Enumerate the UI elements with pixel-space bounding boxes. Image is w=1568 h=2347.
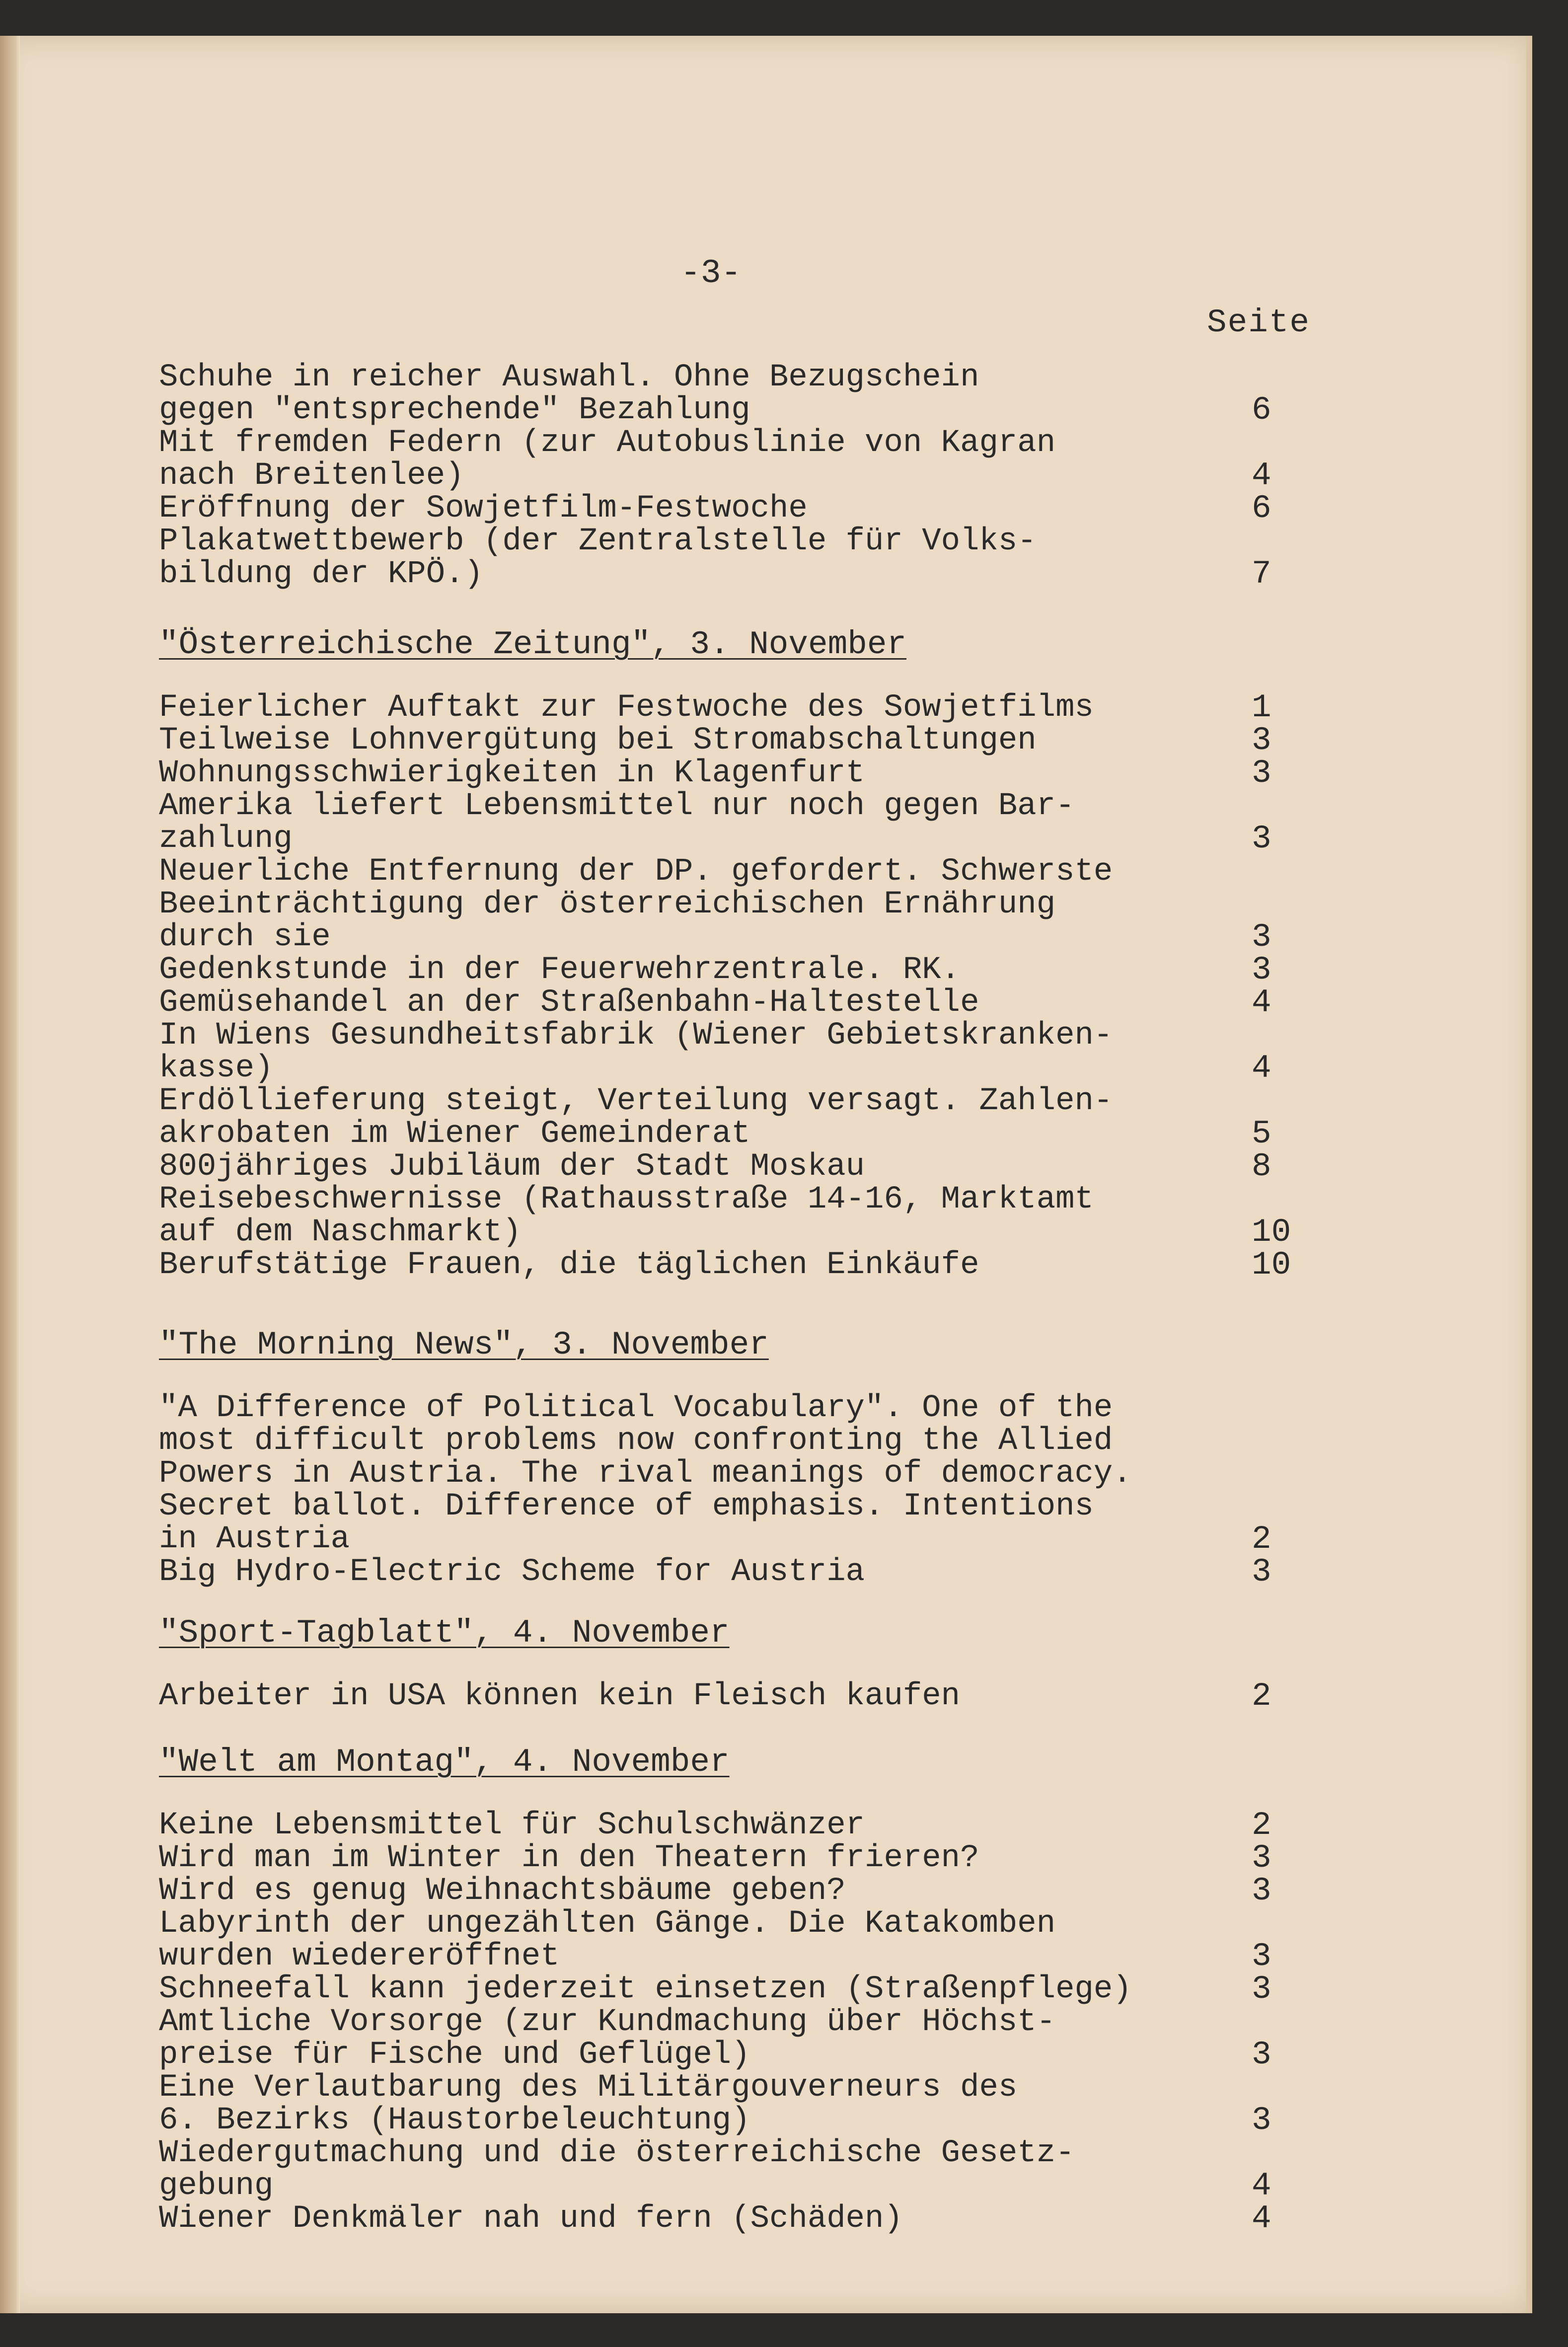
list-entry — [159, 1809, 1361, 1842]
entry-page-number: 6 — [1252, 490, 1271, 527]
entry-line: Beeinträchtigung der österreichischen Ernährung — [159, 887, 1056, 922]
list-entry — [159, 790, 1361, 855]
list-entry — [159, 2071, 1361, 2137]
entry-line: Wiedergutmachung und die österreichische Gesetz- — [159, 2135, 1075, 2171]
page-number: -3- — [680, 254, 742, 293]
list-entry — [159, 492, 1361, 525]
entry-page-number: 4 — [1252, 2167, 1271, 2204]
entry-line: Arbeiter in USA können kein Fleisch kaufen — [159, 1678, 961, 1714]
entry-line: preise für Fische und Geflügel) — [159, 2037, 750, 2073]
entry-line: akrobaten im Wiener Gemeinderat — [159, 1116, 750, 1152]
list-entry — [159, 1872, 1361, 1909]
section-welt-am-montag — [159, 1744, 1361, 2235]
list-entry — [159, 757, 1361, 790]
entry-line: Amerika liefert Lebensmittel nur noch gegen Bar- — [159, 788, 1075, 824]
entry-line: Gemüsehandel an der Straßenbahn-Haltestelle — [159, 985, 979, 1021]
entry-line: Eine Verlautbarung des Militärgouverneurs des — [159, 2070, 1018, 2106]
entry-page-number: 4 — [1252, 2200, 1271, 2237]
list-entry — [159, 1183, 1361, 1249]
list-entry — [159, 2137, 1361, 2202]
entry-page-number: 6 — [1252, 391, 1271, 429]
list-entry — [159, 1150, 1361, 1183]
list-entry — [159, 1839, 1361, 1877]
entry-page-number: 1 — [1252, 689, 1271, 726]
entry-line: Keine Lebensmittel für Schulschwänzer — [159, 1808, 865, 1843]
list-entry — [159, 951, 1361, 988]
entry-line: 800jähriges Jubiläum der Stadt Moskau — [159, 1149, 865, 1185]
entry-line: gegen "entsprechende" Bezahlung — [159, 392, 750, 428]
section-header: "The Morning News", 3. November — [159, 1326, 769, 1363]
entry-line: Plakatwettbewerb (der Zentralstelle für Volks- — [159, 524, 1037, 559]
entry-page-number: 4 — [1252, 457, 1271, 494]
section-morning-news — [159, 1327, 1361, 1589]
list-entry — [159, 2202, 1361, 2235]
list-entry — [159, 361, 1361, 427]
entry-page-number: 4 — [1252, 1050, 1271, 1087]
entry-line: Big Hydro-Electric Scheme for Austria — [159, 1554, 865, 1590]
entry-page-number: 3 — [1252, 820, 1271, 857]
list-entry — [159, 1907, 1361, 1973]
entry-page-number: 3 — [1252, 2036, 1271, 2073]
entry-page-number: 3 — [1252, 755, 1271, 792]
entry-page-number: 2 — [1252, 1807, 1271, 1844]
section-sport-tagblatt — [159, 1615, 1361, 1713]
entry-page-number: 10 — [1252, 1213, 1291, 1251]
list-entry — [159, 1970, 1361, 2008]
entry-line: auf dem Naschmarkt) — [159, 1214, 522, 1250]
entry-page-number: 7 — [1252, 555, 1271, 593]
entry-page-number: 3 — [1252, 1839, 1271, 1877]
entry-line: wurden wiedereröffnet — [159, 1939, 560, 1974]
list-entry — [159, 855, 1361, 954]
entry-page-number: 3 — [1252, 1553, 1271, 1590]
entry-line: Wird es genug Weihnachtsbäume geben? — [159, 1873, 846, 1909]
list-entry — [159, 1019, 1361, 1085]
entry-line: nach Breitenlee) — [159, 458, 464, 494]
entry-line: Eröffnung der Sowjetfilm-Festwoche — [159, 491, 808, 527]
entry-line: In Wiens Gesundheitsfabrik (Wiener Gebietskranken- — [159, 1018, 1113, 1054]
page-edge — [1526, 36, 1532, 2313]
entry-line: Neuerliche Entfernung der DP. gefordert. Schwerste — [159, 854, 1113, 890]
document-page — [0, 36, 1532, 2313]
section-header: "Sport-Tagblatt", 4. November — [159, 1614, 730, 1652]
entry-line: Wiener Denkmäler nah und fern (Schäden) — [159, 2201, 903, 2237]
section-header: "Österreichische Zeitung", 3. November — [159, 626, 907, 663]
list-entry — [159, 1085, 1361, 1150]
list-entry — [159, 1246, 1361, 1284]
entry-page-number: 4 — [1252, 984, 1271, 1021]
list-entry — [159, 691, 1361, 724]
entry-page-number: 5 — [1252, 1115, 1271, 1152]
entry-page-number: 2 — [1252, 1520, 1271, 1558]
entry-page-number: 3 — [1252, 1938, 1271, 1975]
entry-line: Teilweise Lohnvergütung bei Stromabschaltungen — [159, 723, 1037, 758]
list-entry — [159, 1553, 1361, 1590]
section-header: "Welt am Montag", 4. November — [159, 1743, 730, 1781]
entry-line: "A Difference of Political Vocabulary". One of the — [159, 1390, 1113, 1426]
entry-line: bildung der KPÖ.) — [159, 556, 483, 592]
entry-page-number: 3 — [1252, 1970, 1271, 2008]
entry-line: durch sie — [159, 919, 331, 955]
entry-line: in Austria — [159, 1521, 350, 1557]
entry-line: Reisebeschwernisse (Rathausstraße 14-16, Marktamt — [159, 1182, 1094, 1217]
list-entry — [159, 1392, 1361, 1556]
entry-line: Berufstätige Frauen, die täglichen Einkäufe — [159, 1247, 979, 1283]
entry-line: zahlung — [159, 821, 293, 857]
page-column-label: Seite — [1207, 304, 1311, 341]
list-entry — [159, 525, 1361, 591]
entry-line: Gedenkstunde in der Feuerwehrzentrale. RK. — [159, 952, 961, 988]
entry-line: kasse) — [159, 1051, 274, 1086]
entry-line: Schneefall kann jederzeit einsetzen (Straßenpflege) — [159, 1971, 1132, 2007]
entry-line: Secret ballot. Difference of emphasis. Intentions — [159, 1489, 1094, 1524]
section-oesterreichische-zeitung — [159, 627, 1361, 1282]
entry-line: Erdöllieferung steigt, Verteilung versagt. Zahlen- — [159, 1083, 1113, 1119]
entry-page-number: 8 — [1252, 1148, 1271, 1185]
binding-edge — [0, 36, 20, 2313]
list-entry — [159, 427, 1361, 492]
list-entry — [159, 986, 1361, 1019]
entry-line: Amtliche Vorsorge (zur Kundmachung über Höchst- — [159, 2004, 1056, 2040]
entry-line: Labyrinth der ungezählten Gänge. Die Katakomben — [159, 1906, 1056, 1942]
section-continuation — [159, 361, 1361, 591]
entry-page-number: 3 — [1252, 918, 1271, 956]
entry-page-number: 10 — [1252, 1246, 1291, 1284]
entry-line: Wird man im Winter in den Theatern frieren? — [159, 1840, 979, 1876]
entry-line: Schuhe in reicher Auswahl. Ohne Bezugschein — [159, 360, 979, 395]
entry-line: Wohnungsschwierigkeiten in Klagenfurt — [159, 756, 865, 791]
list-entry — [159, 1677, 1361, 1715]
entry-line: Feierlicher Auftakt zur Festwoche des Sowjetfilms — [159, 690, 1094, 726]
entry-page-number: 2 — [1252, 1677, 1271, 1715]
entry-line: Powers in Austria. The rival meanings of democracy. — [159, 1456, 1132, 1492]
entry-line: most difficult problems now confronting the Allied — [159, 1423, 1113, 1459]
entry-line: gebung — [159, 2168, 274, 2204]
entry-page-number: 3 — [1252, 951, 1271, 988]
list-entry — [159, 724, 1361, 757]
entry-line: 6. Bezirks (Haustorbeleuchtung) — [159, 2103, 750, 2138]
entry-line: Mit fremden Federn (zur Autobuslinie von Kagran — [159, 425, 1056, 461]
entry-page-number: 3 — [1252, 1872, 1271, 1909]
entry-page-number: 3 — [1252, 2102, 1271, 2139]
list-entry — [159, 2006, 1361, 2071]
entry-page-number: 3 — [1252, 722, 1271, 759]
